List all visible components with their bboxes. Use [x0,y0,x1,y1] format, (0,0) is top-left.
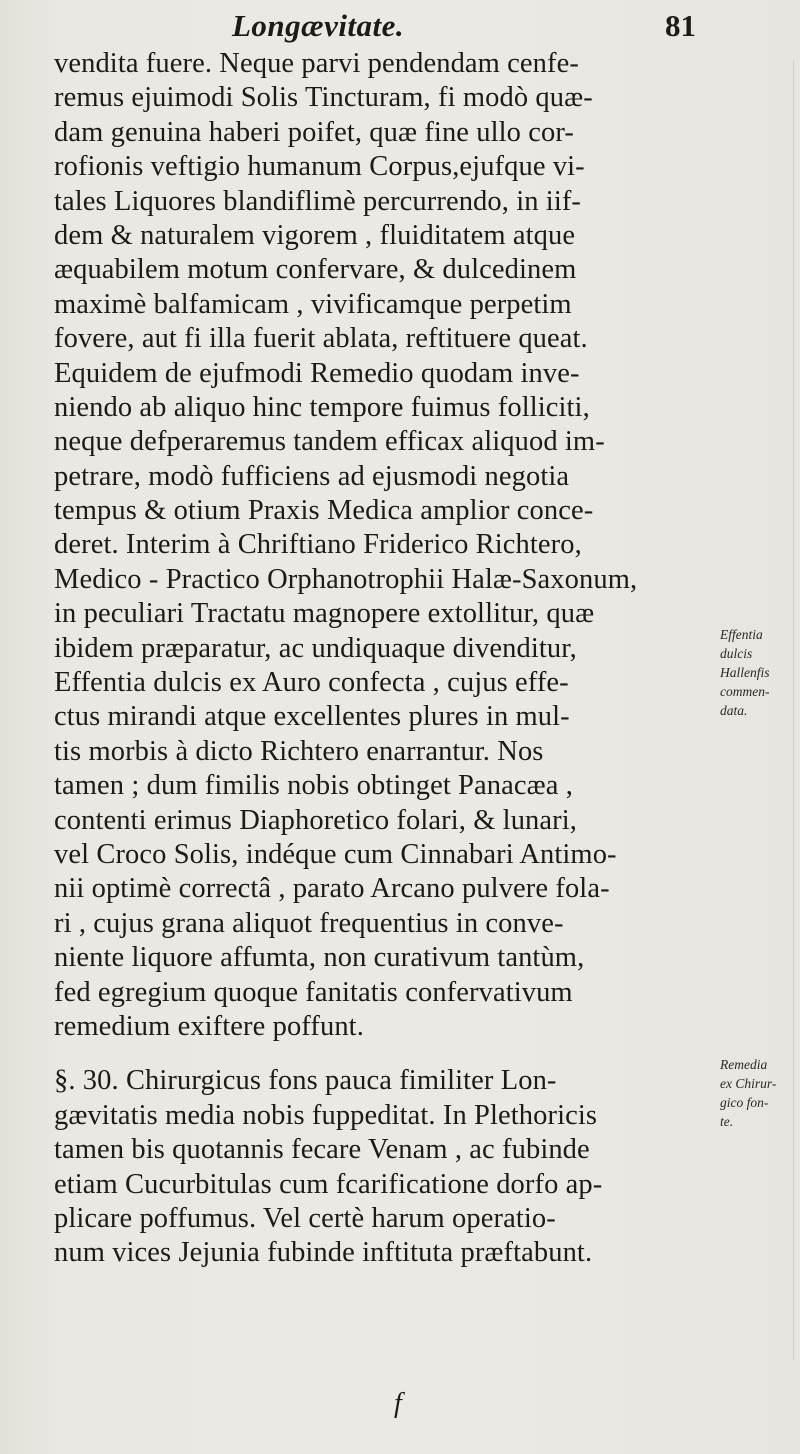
text-line: §. 30. Chirurgicus fons pauca fimiliter Lon- [54,1065,557,1097]
text-line: remus ejuimodi Solis Tincturam, fi modò quæ- [54,82,593,114]
margin-note-essentia [720,625,800,720]
page-number: 81 [665,8,696,43]
text-line: Effentia dulcis ex Auro confecta , cujus effe- [54,667,569,699]
text-line: dam genuina haberi poifet, quæ fine ullo cor- [54,116,574,148]
text-line: neque defperaremus tandem efficax aliquod im- [54,426,605,458]
text-line: fed egregium quoque fanitatis confervativum [54,976,573,1008]
margin-note-line: gico fon- [720,1095,769,1110]
margin-note-line: Remedia [720,1057,768,1072]
running-head-title: Longævitate. [232,8,405,43]
text-line: tis morbis à dicto Richtero enarrantur. Nos [54,735,544,767]
text-line: in peculiari Tractatu magnopere extollitur, quæ [54,598,595,630]
text-line: num vices Jejunia fubinde inftituta præftabunt. [54,1237,593,1269]
text-line: deret. Interim à Chriftiano Friderico Richtero, [54,529,582,561]
margin-note-line: data. [720,703,748,718]
text-line: vel Croco Solis, indéque cum Cinnabari Antimo- [54,838,617,870]
text-line: tempus & otium Praxis Medica amplior conce- [54,495,594,527]
running-head [60,6,700,46]
text-line: petrare, modò fufficiens ad ejusmodi negotia [54,460,570,492]
text-line: æquabilem motum confervare, & dulcedinem [54,254,577,286]
text-line: vendita fuere. Neque parvi pendendam cenfe- [54,48,579,79]
text-line: ibidem præparatur, ac undiquaque divenditur, [54,632,577,664]
text-line: tamen bis quotannis fecare Venam , ac fubinde [54,1134,590,1166]
margin-note-line: dulcis [720,646,753,661]
text-line: ctus mirandi atque excellentes plures in mul- [54,701,570,733]
text-line: contenti erimus Diaphoretico folari, & lunari, [54,804,577,836]
text-line: rofionis veftigio humanum Corpus,ejufque vi- [54,151,585,183]
text-line: dem & naturalem vigorem , fluiditatem atque [54,219,576,251]
margin-note-line: Effentia [720,627,763,642]
text-line: maximè balfamicam , vivificamque perpetim [54,288,572,320]
text-line: tamen ; dum fimilis nobis obtinget Panacæa , [54,770,573,802]
text-line: Medico - Practico Orphanotrophii Halæ-Saxonum, [54,563,638,595]
text-line: remedium exiftere poffunt. [54,1010,364,1042]
text-line: nii optimè correctâ , parato Arcano pulvere fola- [54,873,610,905]
text-line: tales Liquores blandiflimè percurrendo, in iif- [54,185,582,217]
margin-note-line: te. [720,1114,734,1129]
paragraph-gap [54,1044,718,1064]
text-line: ri , cujus grana aliquot frequentius in conve- [54,907,564,939]
text-line: gævitatis media nobis fuppeditat. In Plethoricis [54,1099,598,1131]
text-line: plicare poffumus. Vel certè harum operatio- [54,1202,556,1234]
text-line: Equidem de ejufmodi Remedio quodam inve- [54,357,580,389]
signature-mark: f [394,1388,402,1419]
text-line: niente liquore affumta, non curativum tantùm, [54,942,585,974]
text-line: niendo ab aliquo hinc tempore fuimus folliciti, [54,391,590,423]
margin-note-line: ex Chirur- [720,1076,777,1091]
margin-note-remedia [720,1055,800,1131]
margin-note-line: Hallenfis [720,665,770,680]
main-text-block [54,47,718,1271]
margin-note-line: commen- [720,684,770,699]
text-line: fovere, aut fi illa fuerit ablata, reftituere queat. [54,323,588,355]
text-line: etiam Cucurbitulas cum fcarificatione dorfo ap- [54,1168,603,1200]
